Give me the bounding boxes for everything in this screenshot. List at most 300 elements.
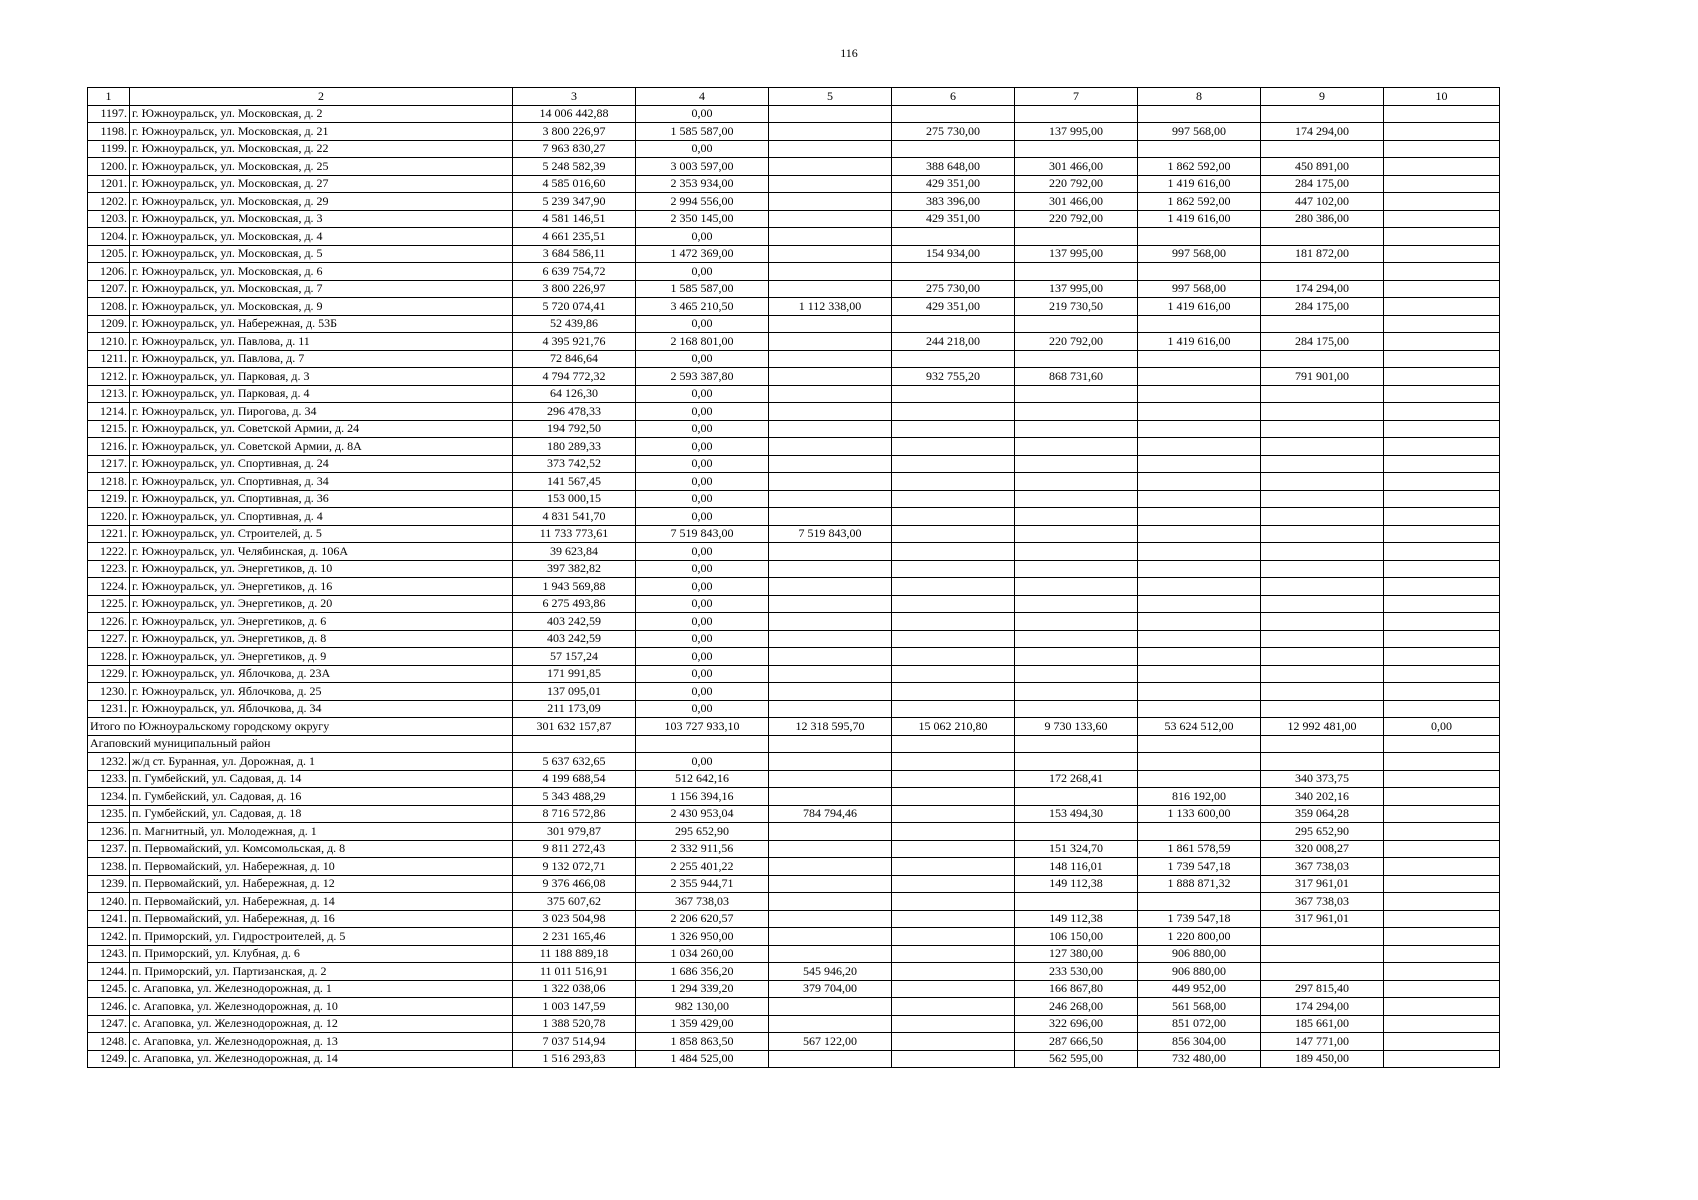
amount-cell: 149 112,38 — [1015, 910, 1138, 928]
total-label: Итого по Южноуральскому городскому округу — [88, 718, 513, 736]
amount-cell: 3 003 597,00 — [636, 158, 769, 176]
amount-cell: 0,00 — [636, 753, 769, 771]
amount-cell — [769, 490, 892, 508]
amount-cell — [892, 980, 1015, 998]
address-cell: г. Южноуральск, ул. Московская, д. 27 — [130, 175, 513, 193]
amount-cell: 791 901,00 — [1261, 368, 1384, 386]
amount-cell — [1384, 403, 1500, 421]
address-cell: с. Агаповка, ул. Железнодорожная, д. 12 — [130, 1015, 513, 1033]
amount-cell: 0,00 — [636, 105, 769, 123]
amount-cell: 2 206 620,57 — [636, 910, 769, 928]
row-number: 1213. — [88, 385, 130, 403]
amount-cell — [769, 893, 892, 911]
empty-cell — [769, 735, 892, 753]
amount-cell — [1015, 490, 1138, 508]
amount-cell: 0,00 — [636, 420, 769, 438]
amount-cell — [1138, 473, 1261, 491]
amount-cell — [1138, 630, 1261, 648]
amount-cell — [1384, 245, 1500, 263]
row-number: 1246. — [88, 998, 130, 1016]
amount-cell — [1138, 700, 1261, 718]
table-row — [88, 490, 1500, 508]
row-number: 1199. — [88, 140, 130, 158]
amount-cell — [1261, 508, 1384, 526]
amount-cell: 153 000,15 — [513, 490, 636, 508]
amount-cell: 1 472 369,00 — [636, 245, 769, 263]
amount-cell: 4 585 016,60 — [513, 175, 636, 193]
amount-cell — [1138, 665, 1261, 683]
amount-cell: 856 304,00 — [1138, 1033, 1261, 1051]
amount-cell — [1015, 700, 1138, 718]
amount-cell: 450 891,00 — [1261, 158, 1384, 176]
amount-cell — [1015, 350, 1138, 368]
table-row — [88, 245, 1500, 263]
amount-cell — [1384, 770, 1500, 788]
address-cell: с. Агаповка, ул. Железнодорожная, д. 13 — [130, 1033, 513, 1051]
amount-cell: 1 388 520,78 — [513, 1015, 636, 1033]
amount-cell — [1015, 613, 1138, 631]
amount-cell: 784 794,46 — [769, 805, 892, 823]
page-number: 116 — [840, 46, 858, 60]
amount-cell: 429 351,00 — [892, 298, 1015, 316]
amount-cell: 275 730,00 — [892, 280, 1015, 298]
table-row — [88, 1015, 1500, 1033]
address-cell: г. Южноуральск, ул. Московская, д. 3 — [130, 210, 513, 228]
amount-cell — [1261, 630, 1384, 648]
amount-cell: 5 248 582,39 — [513, 158, 636, 176]
amount-cell — [1384, 175, 1500, 193]
amount-cell: 562 595,00 — [1015, 1050, 1138, 1068]
amount-cell — [1261, 350, 1384, 368]
empty-cell — [892, 735, 1015, 753]
table-row — [88, 648, 1500, 666]
column-header: 2 — [130, 88, 513, 106]
amount-cell: 174 294,00 — [1261, 998, 1384, 1016]
amount-cell: 0,00 — [636, 263, 769, 281]
table-row — [88, 368, 1500, 386]
row-number: 1214. — [88, 403, 130, 421]
amount-cell — [769, 105, 892, 123]
row-number: 1206. — [88, 263, 130, 281]
amount-cell — [892, 315, 1015, 333]
amount-cell — [892, 823, 1015, 841]
amount-cell: 367 738,03 — [1261, 893, 1384, 911]
amount-cell — [769, 858, 892, 876]
amount-cell: 284 175,00 — [1261, 175, 1384, 193]
row-number: 1204. — [88, 228, 130, 246]
amount-cell — [1261, 648, 1384, 666]
address-cell: г. Южноуральск, ул. Энергетиков, д. 9 — [130, 648, 513, 666]
amount-cell: 732 480,00 — [1138, 1050, 1261, 1068]
amount-cell: 2 430 953,04 — [636, 805, 769, 823]
row-number: 1236. — [88, 823, 130, 841]
amount-cell: 0,00 — [636, 140, 769, 158]
amount-cell — [1261, 700, 1384, 718]
amount-cell: 2 231 165,46 — [513, 928, 636, 946]
address-cell: п. Первомайский, ул. Набережная, д. 12 — [130, 875, 513, 893]
amount-cell: 2 350 145,00 — [636, 210, 769, 228]
row-number: 1249. — [88, 1050, 130, 1068]
amount-cell: 0,00 — [636, 350, 769, 368]
amount-cell: 3 800 226,97 — [513, 280, 636, 298]
amount-cell: 340 202,16 — [1261, 788, 1384, 806]
amount-cell — [1261, 105, 1384, 123]
table-row — [88, 298, 1500, 316]
amount-cell — [1261, 543, 1384, 561]
amount-cell: 0,00 — [636, 630, 769, 648]
amount-cell: 166 867,80 — [1015, 980, 1138, 998]
address-cell: ж/д ст. Буранная, ул. Дорожная, д. 1 — [130, 753, 513, 771]
address-cell: п. Первомайский, ул. Набережная, д. 10 — [130, 858, 513, 876]
amount-cell — [892, 560, 1015, 578]
amount-cell — [1015, 560, 1138, 578]
amount-cell — [769, 683, 892, 701]
row-number: 1209. — [88, 315, 130, 333]
address-cell: г. Южноуральск, ул. Набережная, д. 53Б — [130, 315, 513, 333]
amount-cell: 0,00 — [636, 508, 769, 526]
data-table — [87, 87, 1500, 1068]
table-row — [88, 193, 1500, 211]
amount-cell: 320 008,27 — [1261, 840, 1384, 858]
amount-cell — [1384, 963, 1500, 981]
amount-cell — [1015, 403, 1138, 421]
address-cell: п. Гумбейский, ул. Садовая, д. 18 — [130, 805, 513, 823]
table-row — [88, 228, 1500, 246]
amount-cell: 301 466,00 — [1015, 158, 1138, 176]
amount-cell — [1384, 560, 1500, 578]
amount-cell: 1 585 587,00 — [636, 123, 769, 141]
amount-cell — [769, 700, 892, 718]
row-number: 1210. — [88, 333, 130, 351]
amount-cell: 280 386,00 — [1261, 210, 1384, 228]
total-amount-cell: 15 062 210,80 — [892, 718, 1015, 736]
amount-cell — [1384, 700, 1500, 718]
table-row — [88, 893, 1500, 911]
amount-cell — [892, 508, 1015, 526]
amount-cell: 1 739 547,18 — [1138, 910, 1261, 928]
amount-cell — [1015, 508, 1138, 526]
row-number: 1247. — [88, 1015, 130, 1033]
amount-cell — [892, 228, 1015, 246]
amount-cell: 1 739 547,18 — [1138, 858, 1261, 876]
amount-cell — [1261, 560, 1384, 578]
amount-cell — [892, 438, 1015, 456]
amount-cell: 0,00 — [636, 613, 769, 631]
amount-cell — [1261, 263, 1384, 281]
amount-cell — [1384, 613, 1500, 631]
amount-cell — [892, 753, 1015, 771]
amount-cell — [769, 368, 892, 386]
amount-cell — [1261, 228, 1384, 246]
amount-cell — [1015, 823, 1138, 841]
column-header: 1 — [88, 88, 130, 106]
amount-cell — [1015, 543, 1138, 561]
table-row — [88, 508, 1500, 526]
amount-cell — [769, 263, 892, 281]
amount-cell — [1261, 683, 1384, 701]
column-header: 7 — [1015, 88, 1138, 106]
row-number: 1234. — [88, 788, 130, 806]
amount-cell — [1015, 315, 1138, 333]
amount-cell: 816 192,00 — [1138, 788, 1261, 806]
amount-cell: 14 006 442,88 — [513, 105, 636, 123]
row-number: 1239. — [88, 875, 130, 893]
amount-cell — [1384, 140, 1500, 158]
row-number: 1216. — [88, 438, 130, 456]
amount-cell — [1384, 280, 1500, 298]
amount-cell: 383 396,00 — [892, 193, 1015, 211]
amount-cell — [1384, 945, 1500, 963]
amount-cell: 0,00 — [636, 700, 769, 718]
amount-cell: 5 239 347,90 — [513, 193, 636, 211]
address-cell: г. Южноуральск, ул. Яблочкова, д. 34 — [130, 700, 513, 718]
amount-cell: 0,00 — [636, 438, 769, 456]
amount-cell — [1384, 893, 1500, 911]
amount-cell: 194 792,50 — [513, 420, 636, 438]
amount-cell: 0,00 — [636, 560, 769, 578]
amount-cell — [1384, 1050, 1500, 1068]
row-number: 1248. — [88, 1033, 130, 1051]
address-cell: г. Южноуральск, ул. Московская, д. 4 — [130, 228, 513, 246]
table-row — [88, 700, 1500, 718]
amount-cell — [1015, 228, 1138, 246]
table-row — [88, 280, 1500, 298]
amount-cell — [769, 823, 892, 841]
amount-cell: 868 731,60 — [1015, 368, 1138, 386]
address-cell: п. Приморский, ул. Партизанская, д. 2 — [130, 963, 513, 981]
amount-cell: 1 326 950,00 — [636, 928, 769, 946]
amount-cell — [1015, 683, 1138, 701]
amount-cell: 295 652,90 — [636, 823, 769, 841]
amount-cell — [1384, 980, 1500, 998]
row-number: 1229. — [88, 665, 130, 683]
table-row — [88, 560, 1500, 578]
amount-cell: 4 831 541,70 — [513, 508, 636, 526]
amount-cell — [1384, 805, 1500, 823]
total-amount-cell: 9 730 133,60 — [1015, 718, 1138, 736]
empty-cell — [513, 735, 636, 753]
section-label: Агаповский муниципальный район — [88, 735, 513, 753]
amount-cell — [1015, 263, 1138, 281]
amount-cell — [1384, 350, 1500, 368]
amount-cell: 997 568,00 — [1138, 123, 1261, 141]
address-cell: п. Первомайский, ул. Комсомольская, д. 8 — [130, 840, 513, 858]
amount-cell: 220 792,00 — [1015, 210, 1138, 228]
column-header: 10 — [1384, 88, 1500, 106]
amount-cell — [1138, 140, 1261, 158]
column-header: 6 — [892, 88, 1015, 106]
amount-cell — [769, 350, 892, 368]
row-number: 1218. — [88, 473, 130, 491]
amount-cell — [769, 910, 892, 928]
amount-cell: 9 376 466,08 — [513, 875, 636, 893]
amount-cell — [769, 280, 892, 298]
amount-cell: 2 994 556,00 — [636, 193, 769, 211]
amount-cell — [892, 473, 1015, 491]
amount-cell: 1 862 592,00 — [1138, 193, 1261, 211]
address-cell: г. Южноуральск, ул. Энергетиков, д. 10 — [130, 560, 513, 578]
table-row — [88, 858, 1500, 876]
amount-cell: 1 112 338,00 — [769, 298, 892, 316]
amount-cell: 997 568,00 — [1138, 245, 1261, 263]
amount-cell — [1138, 368, 1261, 386]
amount-cell — [892, 595, 1015, 613]
amount-cell — [1384, 928, 1500, 946]
amount-cell — [1261, 753, 1384, 771]
column-header: 5 — [769, 88, 892, 106]
amount-cell — [892, 928, 1015, 946]
amount-cell — [1138, 770, 1261, 788]
amount-cell — [1261, 525, 1384, 543]
row-number: 1245. — [88, 980, 130, 998]
amount-cell — [892, 403, 1015, 421]
amount-cell — [769, 665, 892, 683]
amount-cell: 0,00 — [636, 403, 769, 421]
amount-cell — [1138, 753, 1261, 771]
amount-cell: 7 963 830,27 — [513, 140, 636, 158]
amount-cell — [892, 578, 1015, 596]
amount-cell — [1138, 578, 1261, 596]
amount-cell — [769, 333, 892, 351]
amount-cell — [892, 945, 1015, 963]
amount-cell — [1015, 578, 1138, 596]
amount-cell: 5 720 074,41 — [513, 298, 636, 316]
amount-cell — [892, 350, 1015, 368]
row-number: 1240. — [88, 893, 130, 911]
amount-cell: 1 686 356,20 — [636, 963, 769, 981]
amount-cell: 449 952,00 — [1138, 980, 1261, 998]
amount-cell — [1261, 315, 1384, 333]
amount-cell — [1015, 385, 1138, 403]
amount-cell: 388 648,00 — [892, 158, 1015, 176]
amount-cell — [1384, 193, 1500, 211]
row-number: 1243. — [88, 945, 130, 963]
amount-cell: 72 846,64 — [513, 350, 636, 368]
address-cell: с. Агаповка, ул. Железнодорожная, д. 14 — [130, 1050, 513, 1068]
address-cell: г. Южноуральск, ул. Московская, д. 25 — [130, 158, 513, 176]
amount-cell: 7 519 843,00 — [636, 525, 769, 543]
amount-cell: 180 289,33 — [513, 438, 636, 456]
amount-cell: 7 037 514,94 — [513, 1033, 636, 1051]
amount-cell — [892, 543, 1015, 561]
amount-cell — [769, 543, 892, 561]
amount-cell: 1 858 863,50 — [636, 1033, 769, 1051]
amount-cell — [1261, 578, 1384, 596]
table-row — [88, 140, 1500, 158]
amount-cell: 1 322 038,06 — [513, 980, 636, 998]
amount-cell: 340 373,75 — [1261, 770, 1384, 788]
table-row — [88, 473, 1500, 491]
amount-cell: 284 175,00 — [1261, 298, 1384, 316]
amount-cell: 851 072,00 — [1138, 1015, 1261, 1033]
address-cell: г. Южноуральск, ул. Московская, д. 5 — [130, 245, 513, 263]
table-row — [88, 403, 1500, 421]
amount-cell — [1015, 420, 1138, 438]
address-cell: г. Южноуральск, ул. Московская, д. 22 — [130, 140, 513, 158]
amount-cell: 154 934,00 — [892, 245, 1015, 263]
amount-cell: 52 439,86 — [513, 315, 636, 333]
table-row — [88, 753, 1500, 771]
address-cell: п. Гумбейский, ул. Садовая, д. 16 — [130, 788, 513, 806]
amount-cell: 1 156 394,16 — [636, 788, 769, 806]
row-number: 1219. — [88, 490, 130, 508]
address-cell: п. Приморский, ул. Клубная, д. 6 — [130, 945, 513, 963]
empty-cell — [636, 735, 769, 753]
amount-cell: 1 359 429,00 — [636, 1015, 769, 1033]
amount-cell — [769, 245, 892, 263]
amount-cell — [769, 175, 892, 193]
amount-cell: 322 696,00 — [1015, 1015, 1138, 1033]
amount-cell: 296 478,33 — [513, 403, 636, 421]
row-number: 1237. — [88, 840, 130, 858]
amount-cell: 0,00 — [636, 648, 769, 666]
table-row — [88, 525, 1500, 543]
amount-cell: 301 466,00 — [1015, 193, 1138, 211]
empty-cell — [1384, 735, 1500, 753]
row-number: 1212. — [88, 368, 130, 386]
amount-cell — [1015, 630, 1138, 648]
amount-cell — [1384, 263, 1500, 281]
table-row — [88, 910, 1500, 928]
amount-cell — [892, 455, 1015, 473]
amount-cell — [769, 123, 892, 141]
row-number: 1231. — [88, 700, 130, 718]
total-amount-cell: 0,00 — [1384, 718, 1500, 736]
amount-cell — [892, 385, 1015, 403]
amount-cell: 2 353 934,00 — [636, 175, 769, 193]
amount-cell: 181 872,00 — [1261, 245, 1384, 263]
amount-cell — [769, 1015, 892, 1033]
amount-cell — [1384, 858, 1500, 876]
amount-cell: 1 034 260,00 — [636, 945, 769, 963]
table-row — [88, 665, 1500, 683]
address-cell: г. Южноуральск, ул. Энергетиков, д. 6 — [130, 613, 513, 631]
table-row — [88, 683, 1500, 701]
amount-cell — [1015, 753, 1138, 771]
amount-cell: 317 961,01 — [1261, 875, 1384, 893]
row-number: 1217. — [88, 455, 130, 473]
amount-cell — [769, 770, 892, 788]
amount-cell — [769, 158, 892, 176]
row-number: 1232. — [88, 753, 130, 771]
amount-cell — [892, 648, 1015, 666]
row-number: 1211. — [88, 350, 130, 368]
amount-cell: 906 880,00 — [1138, 963, 1261, 981]
amount-cell: 3 800 226,97 — [513, 123, 636, 141]
amount-cell — [1138, 613, 1261, 631]
row-number: 1241. — [88, 910, 130, 928]
amount-cell: 9 811 272,43 — [513, 840, 636, 858]
amount-cell: 2 593 387,80 — [636, 368, 769, 386]
row-number: 1242. — [88, 928, 130, 946]
row-number: 1244. — [88, 963, 130, 981]
row-number: 1222. — [88, 543, 130, 561]
table-row — [88, 595, 1500, 613]
amount-cell — [769, 613, 892, 631]
amount-cell: 2 168 801,00 — [636, 333, 769, 351]
row-number: 1198. — [88, 123, 130, 141]
amount-cell: 429 351,00 — [892, 175, 1015, 193]
row-number: 1224. — [88, 578, 130, 596]
empty-cell — [1261, 735, 1384, 753]
amount-cell: 220 792,00 — [1015, 175, 1138, 193]
amount-cell — [1138, 403, 1261, 421]
amount-cell: 3 684 586,11 — [513, 245, 636, 263]
table-row — [88, 543, 1500, 561]
amount-cell: 906 880,00 — [1138, 945, 1261, 963]
address-cell: г. Южноуральск, ул. Энергетиков, д. 20 — [130, 595, 513, 613]
amount-cell: 4 661 235,51 — [513, 228, 636, 246]
